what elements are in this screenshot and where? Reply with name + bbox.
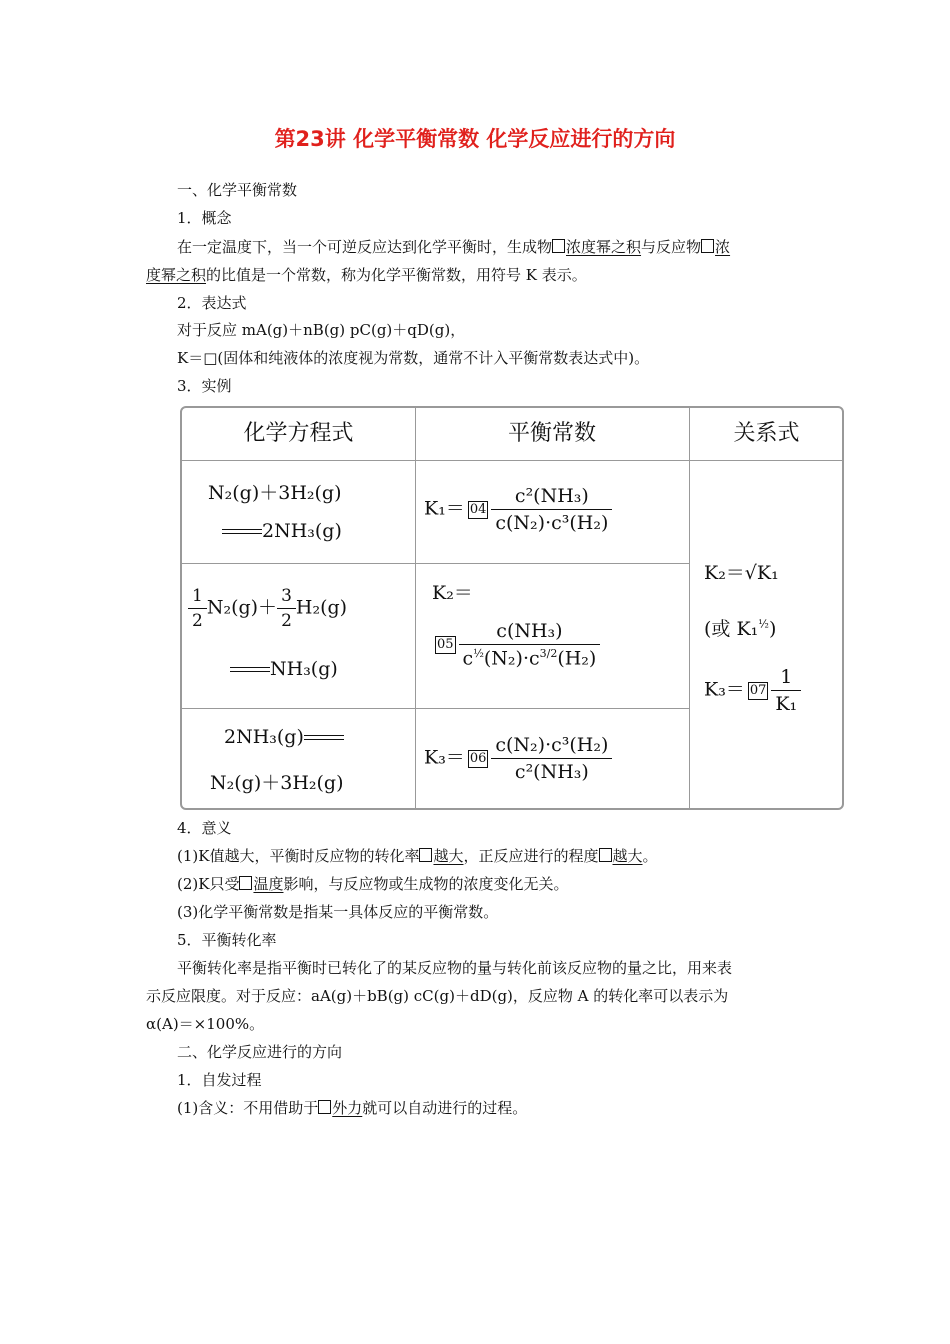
text: 2NH₃(g)	[224, 726, 304, 748]
answer-text: 温度	[253, 875, 284, 893]
blank-box	[318, 1100, 331, 1114]
row2-k-fraction: 05 $\frac{\text{c(NH₃)}}{c^{\frac{1}{2}}(N_2)\cdot c^{3/2}(H_2)}$	[432, 620, 600, 669]
relation-k2-alt: (或 K₁$^{\frac{1}{2}}$)	[704, 617, 777, 640]
answer-text: 浓	[715, 238, 731, 256]
page-title: 第23讲 化学平衡常数 化学反应进行的方向	[274, 127, 676, 151]
k-definition-line: K＝□(固体和纯液体的浓度视为常数，通常不计入平衡常数表达式中)。	[177, 349, 650, 367]
numerator: 1	[780, 666, 793, 688]
definition-line	[177, 1098, 527, 1118]
answer-text: 浓度幂之积	[566, 238, 642, 256]
subheading-expression: 2．表达式	[177, 294, 247, 312]
blank-box	[239, 876, 252, 890]
answer-box: 06	[469, 750, 487, 766]
conversion-line-1: 平衡转化率是指平衡时已转化了的某反应物的量与转化前该反应物的量之比，用来表	[177, 959, 733, 977]
row3-equation-b: N₂(g)＋3H₂(g)	[210, 772, 344, 794]
header-equation: 化学方程式	[243, 421, 354, 446]
row1-k	[424, 485, 612, 534]
text: N₂(g)＋	[206, 596, 278, 619]
subheading-examples: 3．实例	[177, 377, 232, 395]
subheading-meaning: 4．意义	[177, 819, 232, 837]
section-heading-2: 二、化学反应进行的方向	[177, 1043, 343, 1061]
text: 2NH₃(g)	[262, 520, 342, 542]
answer-box: 05	[437, 636, 454, 652]
blank-box	[419, 848, 432, 862]
row2-equation-a: $\frac{1}{2}$ N₂(g)＋ $\frac{3}{2}$ H₂(g)	[188, 586, 347, 631]
text: 。	[642, 847, 658, 865]
numerator: c(NH₃)	[496, 620, 563, 642]
concept-line-2	[146, 265, 587, 285]
subheading-concept: 1．概念	[177, 209, 232, 227]
k-label: K₁＝	[424, 497, 465, 520]
row1-equation-b	[222, 520, 342, 542]
blank-box	[701, 239, 714, 253]
denominator-b: (H₂)	[557, 647, 597, 670]
answer-text: 越大	[612, 847, 643, 865]
denominator: c(N₂)·c³(H₂)	[491, 509, 612, 534]
header-constant: 平衡常数	[507, 421, 596, 446]
text: (或 K₁	[704, 618, 759, 640]
answer-text: 度幂之积	[146, 266, 207, 284]
text: 与反应物	[641, 238, 702, 256]
relation-k3	[704, 666, 801, 715]
equilibrium-arrow	[304, 734, 344, 742]
text: )	[768, 618, 777, 640]
text: 在一定温度下，当一个可逆反应达到化学平衡时，生成物	[177, 238, 553, 256]
concept-line-1	[177, 237, 730, 257]
blank-box	[552, 239, 565, 253]
text: ，正反应进行的程度	[463, 847, 599, 865]
text: H₂(g)	[295, 596, 348, 619]
blank-box	[599, 848, 612, 862]
relation-k2: K₂＝√K₁	[704, 562, 779, 584]
subheading-conversion: 5．平衡转化率	[177, 931, 277, 949]
text: (1)K值越大，平衡时反应物的转化率	[177, 847, 420, 865]
equilibrium-arrow	[222, 528, 262, 536]
expression-line: 对于反应 mA(g)＋nB(g) pC(g)＋qD(g)，	[177, 321, 466, 339]
row3-equation-a	[224, 726, 344, 748]
equilibrium-arrow	[230, 666, 270, 674]
row1-equation-a: N₂(g)＋3H₂(g)	[208, 482, 342, 504]
k-label: K₃＝	[704, 678, 745, 701]
text: 就可以自动进行的过程。	[362, 1099, 528, 1117]
denominator: K₁	[771, 690, 801, 715]
row3-k	[424, 734, 612, 783]
answer-text: 外力	[332, 1099, 363, 1117]
equilibrium-table	[180, 406, 844, 810]
text: (1)含义：不用借助于	[177, 1099, 319, 1117]
text: NH₃(g)	[270, 658, 338, 680]
conversion-line-2: 示反应限度。对于反应：aA(g)＋bB(g) cC(g)＋dD(g)，反应物 A 的转化率可以表示为	[146, 987, 729, 1005]
numerator: c²(NH₃)	[514, 485, 589, 507]
text: 影响，与反应物或生成物的浓度变化无关。	[283, 875, 569, 893]
text: 的比值是一个常数，称为化学平衡常数，用符号 K 表示。	[206, 266, 587, 284]
meaning-1	[177, 846, 658, 866]
header-relation: 关系式	[733, 421, 800, 446]
conversion-line-3: α(A)＝×100%。	[146, 1015, 265, 1033]
section-heading-1: 一、化学平衡常数	[177, 181, 298, 199]
numerator: c(N₂)·c³(H₂)	[495, 734, 609, 756]
meaning-3: (3)化学平衡常数是指某一具体反应的平衡常数。	[177, 903, 499, 921]
answer-text: 越大	[433, 847, 464, 865]
denominator: (N₂)·c	[483, 647, 540, 670]
denominator: c²(NH₃)	[491, 758, 612, 783]
meaning-2	[177, 874, 569, 894]
subheading-spontaneous: 1．自发过程	[177, 1071, 262, 1089]
row2-equation-b	[230, 658, 338, 680]
text: (2)K只受	[177, 875, 240, 893]
row2-k-label: K₂＝	[432, 582, 473, 604]
answer-box: 07	[749, 682, 767, 698]
answer-box: 04	[469, 501, 487, 517]
k-label: K₃＝	[424, 746, 465, 769]
